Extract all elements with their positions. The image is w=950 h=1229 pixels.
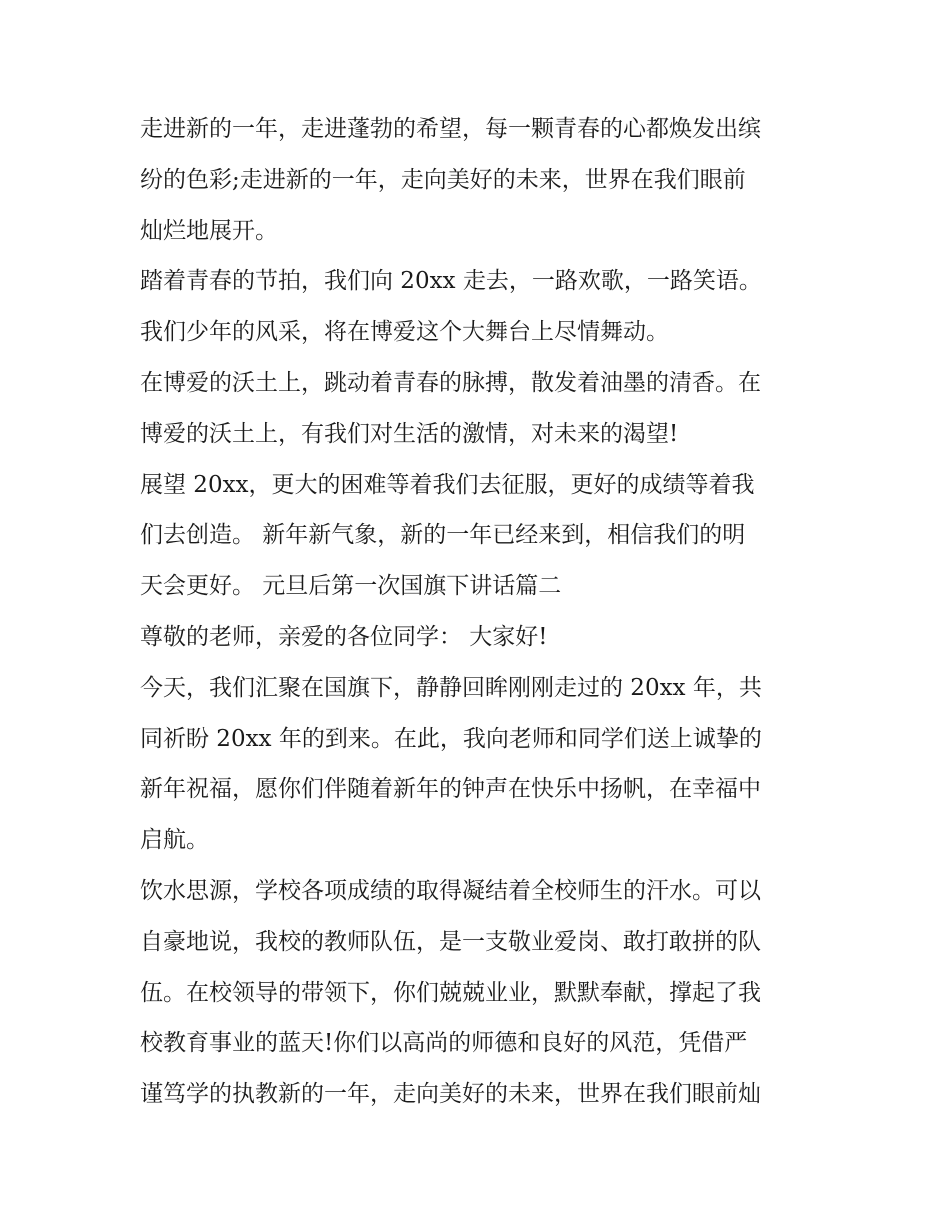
paragraph-8 xyxy=(140,866,815,1120)
text-line: 谨笃学的执教新的一年，走向美好的未来，世界在我们眼前灿 xyxy=(140,1081,761,1108)
paragraph-2 xyxy=(140,256,815,307)
text-line: 启航。 xyxy=(140,827,209,854)
paragraph-3 xyxy=(140,307,815,358)
text-line: 校教育事业的蓝天!你们以高尚的师德和良好的风范，凭借严 xyxy=(140,1030,748,1057)
text-line: 尊敬的老师，亲爱的各位同学： 大家好! xyxy=(140,623,548,650)
paragraph-1 xyxy=(140,104,815,256)
text-line: 在博爱的沃土上，跳动着青春的脉搏，散发着油墨的清香。在 xyxy=(140,369,761,396)
text-line: 今天，我们汇聚在国旗下，静静回眸刚刚走过的 20xx 年，共 xyxy=(140,674,762,701)
text-line: 灿烂地展开。 xyxy=(140,217,278,244)
text-line: 新年祝福，愿你们伴随着新年的钟声在快乐中扬帆，在幸福中 xyxy=(140,776,761,803)
text-line: 踏着青春的节拍，我们向 20xx 走去，一路欢歌，一路笑语。 xyxy=(140,268,762,295)
text-line: 纷的色彩;走进新的一年，走向美好的未来，世界在我们眼前 xyxy=(140,166,746,193)
paragraph-4 xyxy=(140,358,815,460)
paragraph-6-salutation xyxy=(140,612,815,663)
text-line: 走进新的一年，走进蓬勃的希望，每一颗青春的心都焕发出缤 xyxy=(140,116,761,142)
text-line: 天会更好。 元旦后第一次国旗下讲话篇二 xyxy=(140,573,562,600)
text-line: 同祈盼 20xx 年的到来。在此，我向老师和同学们送上诚挚的 xyxy=(140,725,762,752)
text-line: 自豪地说，我校的教师队伍，是一支敬业爱岗、敢打敢拼的队 xyxy=(140,928,761,955)
text-line: 博爱的沃土上，有我们对生活的激情，对未来的渴望! xyxy=(140,420,679,447)
document-body xyxy=(140,104,815,1120)
paragraph-5 xyxy=(140,460,815,612)
text-line: 们去创造。 新年新气象，新的一年已经来到，相信我们的明 xyxy=(140,522,746,549)
text-line: 我们少年的风采，将在博爱这个大舞台上尽情舞动。 xyxy=(140,319,669,346)
paragraph-7 xyxy=(140,663,815,866)
text-line: 伍。在校领导的带领下，你们兢兢业业，默默奉献，撑起了我 xyxy=(140,979,761,1006)
text-line: 饮水思源，学校各项成绩的取得凝结着全校师生的汗水。可以 xyxy=(140,877,761,904)
text-line: 展望 20xx，更大的困难等着我们去征服，更好的成绩等着我 xyxy=(140,471,755,498)
